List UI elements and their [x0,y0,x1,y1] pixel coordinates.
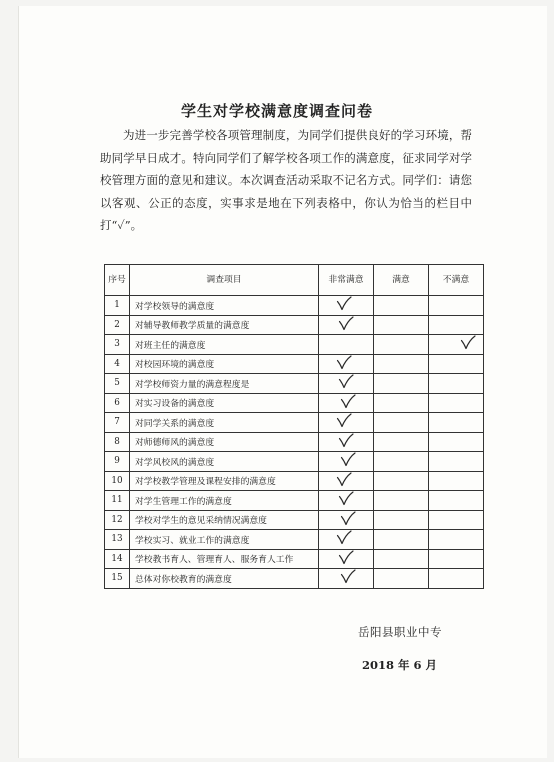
handwritten-check-icon [336,296,352,311]
survey-item: 对学校教学管理及课程安排的满意度 [130,471,319,491]
rating-cell-very-satisfied[interactable] [319,491,374,511]
rating-cell-very-satisfied[interactable] [319,335,374,355]
rating-cell-satisfied[interactable] [374,315,429,335]
document-date: 2018 年 6 月 [362,658,438,672]
survey-item: 学校实习、就业工作的满意度 [130,530,319,550]
table-row [105,530,484,550]
row-number: 3 [105,335,130,355]
rating-cell-very-satisfied[interactable] [319,569,374,589]
table-row [105,354,484,374]
rating-cell-very-satisfied[interactable] [319,432,374,452]
rating-cell-satisfied[interactable] [374,452,429,472]
table-header-row [105,265,484,296]
row-number: 9 [105,452,130,472]
rating-cell-very-satisfied[interactable] [319,549,374,569]
handwritten-check-icon [340,511,356,526]
header-seq: 序号 [105,265,130,296]
rating-cell-very-satisfied[interactable] [319,393,374,413]
handwritten-check-icon [340,394,356,409]
rating-cell-unsatisfied[interactable] [429,569,484,589]
rating-cell-unsatisfied[interactable] [429,315,484,335]
survey-item: 对辅导教师教学质量的满意度 [130,315,319,335]
rating-cell-satisfied[interactable] [374,549,429,569]
rating-cell-very-satisfied[interactable] [319,315,374,335]
rating-cell-very-satisfied[interactable] [319,413,374,433]
survey-item: 学校教书育人、管理育人、服务育人工作 [130,549,319,569]
table-row [105,510,484,530]
rating-cell-satisfied[interactable] [374,471,429,491]
table-row [105,549,484,569]
table-row [105,432,484,452]
row-number: 4 [105,354,130,374]
rating-cell-satisfied[interactable] [374,432,429,452]
survey-body [105,296,484,589]
rating-cell-very-satisfied[interactable] [319,452,374,472]
row-number: 1 [105,296,130,316]
header-very-satisfied: 非常满意 [319,265,374,296]
row-number: 11 [105,491,130,511]
survey-item: 对同学关系的满意度 [130,413,319,433]
table-row [105,569,484,589]
rating-cell-unsatisfied[interactable] [429,374,484,394]
rating-cell-very-satisfied[interactable] [319,510,374,530]
handwritten-check-icon [336,472,352,487]
row-number: 14 [105,549,130,569]
table-row [105,296,484,316]
rating-cell-satisfied[interactable] [374,530,429,550]
rating-cell-very-satisfied[interactable] [319,471,374,491]
handwritten-check-icon [336,413,352,428]
rating-cell-unsatisfied[interactable] [429,471,484,491]
handwritten-check-icon [338,374,354,389]
rating-cell-unsatisfied[interactable] [429,491,484,511]
rating-cell-satisfied[interactable] [374,296,429,316]
rating-cell-satisfied[interactable] [374,374,429,394]
table-row [105,452,484,472]
rating-cell-very-satisfied[interactable] [319,296,374,316]
table-row [105,335,484,355]
handwritten-check-icon [338,550,354,565]
rating-cell-very-satisfied[interactable] [319,374,374,394]
rating-cell-satisfied[interactable] [374,354,429,374]
rating-cell-satisfied[interactable] [374,510,429,530]
rating-cell-unsatisfied[interactable] [429,354,484,374]
survey-item: 对学校师资力量的满意程度是 [130,374,319,394]
rating-cell-unsatisfied[interactable] [429,549,484,569]
survey-item: 学校对学生的意见采纳情况满意度 [130,510,319,530]
survey-item: 对学生管理工作的满意度 [130,491,319,511]
table-row [105,413,484,433]
survey-item: 对校园环境的满意度 [130,354,319,374]
table-row [105,491,484,511]
rating-cell-satisfied[interactable] [374,491,429,511]
rating-cell-satisfied[interactable] [374,335,429,355]
header-satisfied: 满意 [374,265,429,296]
survey-item: 对学校领导的满意度 [130,296,319,316]
header-unsatisfied: 不满意 [429,265,484,296]
table-row [105,393,484,413]
header-item: 调查项目 [130,265,319,296]
rating-cell-unsatisfied[interactable] [429,510,484,530]
row-number: 2 [105,315,130,335]
row-number: 13 [105,530,130,550]
organization-name: 岳阳县职业中专 [358,625,442,639]
rating-cell-satisfied[interactable] [374,393,429,413]
survey-item: 对班主任的满意度 [130,335,319,355]
row-number: 6 [105,393,130,413]
row-number: 7 [105,413,130,433]
rating-cell-unsatisfied[interactable] [429,432,484,452]
handwritten-check-icon [338,491,354,506]
survey-item: 对师德师风的满意度 [130,432,319,452]
survey-item: 对学风校风的满意度 [130,452,319,472]
rating-cell-unsatisfied[interactable] [429,452,484,472]
rating-cell-unsatisfied[interactable] [429,296,484,316]
rating-cell-very-satisfied[interactable] [319,530,374,550]
table-row [105,374,484,394]
table-row [105,471,484,491]
intro-paragraph: 为进一步完善学校各项管理制度，为同学们提供良好的学习环境，帮助同学早日成才。特向同学们了解学校各项工作的满意度，征求同学对学校管理方面的意见和建议。本次调查活动采取不记名方式。同学们：请您以客观、公正的态度，实事求是地在下列表格中，你认为恰当的栏目中打“✓”。 [100,128,472,232]
rating-cell-unsatisfied[interactable] [429,413,484,433]
handwritten-check-icon [460,335,476,350]
handwritten-check-icon [340,452,356,467]
handwritten-check-icon [338,433,354,448]
row-number: 12 [105,510,130,530]
survey-item: 对实习设备的满意度 [130,393,319,413]
row-number: 15 [105,569,130,589]
row-number: 8 [105,432,130,452]
rating-cell-very-satisfied[interactable] [319,354,374,374]
row-number: 10 [105,471,130,491]
handwritten-check-icon [338,316,354,331]
handwritten-check-icon [336,355,352,370]
rating-cell-unsatisfied[interactable] [429,335,484,355]
survey-table [104,264,484,589]
rating-cell-unsatisfied[interactable] [429,530,484,550]
rating-cell-satisfied[interactable] [374,413,429,433]
rating-cell-satisfied[interactable] [374,569,429,589]
survey-item: 总体对你校教育的满意度 [130,569,319,589]
document-title: 学生对学校满意度调查问卷 [180,102,373,120]
handwritten-check-icon [336,530,352,545]
table-row [105,315,484,335]
rating-cell-unsatisfied[interactable] [429,393,484,413]
handwritten-check-icon [340,569,356,584]
row-number: 5 [105,374,130,394]
